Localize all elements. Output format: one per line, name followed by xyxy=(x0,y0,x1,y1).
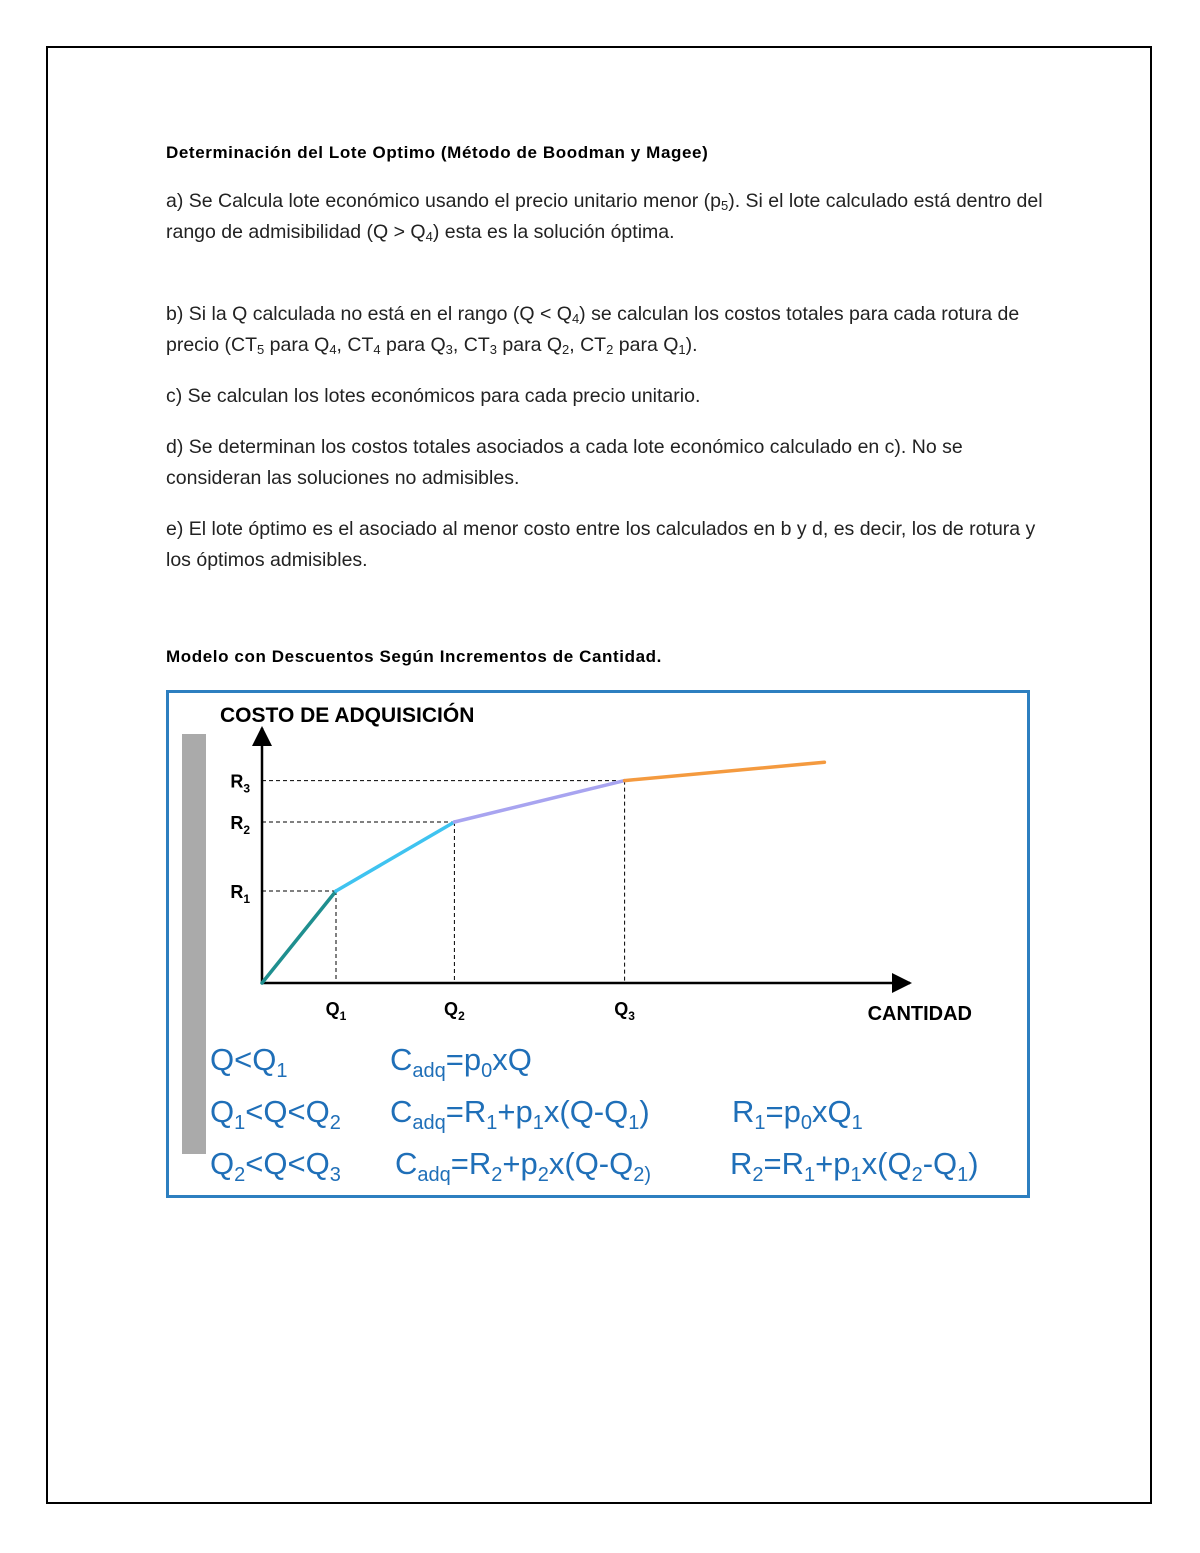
formula-text: xQ xyxy=(492,1042,532,1077)
series-segment-2 xyxy=(336,822,454,891)
subscript: 2 xyxy=(562,342,570,357)
formula-text: =p xyxy=(445,1042,482,1077)
formula-r1 xyxy=(732,1094,863,1134)
formula-text: =p xyxy=(765,1094,801,1129)
formula-text: C xyxy=(390,1094,413,1129)
text-run: ). xyxy=(685,334,698,356)
formula-subscript: 1 xyxy=(234,1112,246,1134)
formula-text: C xyxy=(395,1146,418,1181)
formula-text: =R xyxy=(445,1094,487,1129)
series-segment-4 xyxy=(625,762,825,780)
formula-subscript: 1 xyxy=(851,1112,863,1134)
formula-text: Q xyxy=(210,1146,235,1181)
formula-text: =R xyxy=(763,1146,805,1181)
subscript: 4 xyxy=(425,229,433,244)
formula-condition-3 xyxy=(210,1146,341,1186)
subscript: 1 xyxy=(678,342,686,357)
formula-cost-1 xyxy=(390,1042,532,1082)
formula-subscript: 1 xyxy=(754,1112,766,1134)
formula-cost-3 xyxy=(395,1146,652,1186)
formula-subscript: 0 xyxy=(800,1112,812,1134)
formula-text: +p xyxy=(815,1146,851,1181)
heading-lote-optimo: Determinación del Lote Optimo (Método de Boodman y Magee) xyxy=(166,143,709,162)
paragraph-d: d) Se determinan los costos totales asociados a cada lote económico calculado en c). No se consideran las soluciones no admisibles. xyxy=(166,436,963,489)
formula-text: x(Q-Q xyxy=(548,1146,634,1181)
formula-text: Q<Q xyxy=(210,1042,277,1077)
text-run: para Q xyxy=(380,334,446,356)
formula-text: R xyxy=(732,1094,755,1129)
formula-condition-2 xyxy=(210,1094,341,1134)
formula-subscript: 2) xyxy=(633,1164,652,1186)
subscript: 4 xyxy=(329,342,337,357)
formula-text: +p xyxy=(497,1094,533,1129)
formula-subscript: 2 xyxy=(752,1164,764,1186)
formula-condition-1 xyxy=(210,1042,288,1082)
formula-subscript: 1 xyxy=(532,1112,544,1134)
series-segment-3 xyxy=(454,781,624,822)
formula-subscript: 0 xyxy=(481,1060,493,1082)
formula-text: +p xyxy=(502,1146,538,1181)
formula-text: R xyxy=(730,1146,753,1181)
formula-subscript: adq xyxy=(417,1164,451,1186)
paragraph-c: c) Se calculan los lotes económicos para cada precio unitario. xyxy=(166,385,701,407)
formula-text: <Q<Q xyxy=(245,1094,330,1129)
chart-title: COSTO DE ADQUISICIÓN xyxy=(220,704,475,727)
y-tick-label: $R_3$ xyxy=(230,771,250,796)
text-run: b) Si la Q calculada no está en el rango (Q < Q xyxy=(166,303,572,325)
formula-text: ) xyxy=(968,1146,979,1181)
text-run: para Q xyxy=(264,334,330,356)
text-run: para Q xyxy=(613,334,679,356)
subscript: 4 xyxy=(373,342,381,357)
subscript: 5 xyxy=(257,342,265,357)
x-tick-label: $Q_3$ xyxy=(614,999,635,1023)
subscript: 2 xyxy=(606,342,614,357)
formula-text: xQ xyxy=(812,1094,852,1129)
subscript: 5 xyxy=(720,198,729,213)
formula-text: -Q xyxy=(922,1146,958,1181)
formula-subscript: adq xyxy=(412,1060,446,1082)
formula-subscript: 1 xyxy=(957,1164,969,1186)
heading-modelo-descuentos: Modelo con Descuentos Según Incrementos de Cantidad. xyxy=(166,647,662,666)
x-axis-label: CANTIDAD xyxy=(867,1003,972,1025)
x-tick-label: $Q_1$ xyxy=(325,999,347,1023)
formula-subscript: 1 xyxy=(486,1112,498,1134)
formula-text: x(Q-Q xyxy=(543,1094,629,1129)
formula-cost-2 xyxy=(390,1094,650,1134)
formula-subscript: 2 xyxy=(329,1112,341,1134)
formula-text: Q xyxy=(210,1094,235,1129)
text-run: , CT xyxy=(336,334,374,356)
formula-text: x(Q xyxy=(861,1146,912,1181)
subscript: 4 xyxy=(571,311,580,326)
text-run: , CT xyxy=(452,334,490,356)
formula-text: ) xyxy=(639,1094,650,1129)
formula-text: <Q<Q xyxy=(245,1146,330,1181)
formula-subscript: adq xyxy=(412,1112,446,1134)
y-tick-label: $R_2$ xyxy=(230,813,250,837)
formula-subscript: 3 xyxy=(329,1164,341,1186)
text-run: a) Se Calcula lote económico usando el precio unitario menor (p xyxy=(166,190,721,212)
subscript: 3 xyxy=(489,342,497,357)
text-run: , CT xyxy=(569,334,607,356)
formula-subscript: 1 xyxy=(804,1164,816,1186)
series-segment-1 xyxy=(262,891,336,983)
formula-subscript: 1 xyxy=(628,1112,640,1134)
formula-subscript: 1 xyxy=(276,1060,288,1082)
formula-subscript: 2 xyxy=(911,1164,923,1186)
formula-text: =R xyxy=(450,1146,492,1181)
formula-subscript: 2 xyxy=(234,1164,246,1186)
text-run: ) se calculan los costos totales para cada rotura de precio (CT xyxy=(166,303,1020,356)
text-run: ). Si el lote calculado está dentro del rango de admisibilidad (Q > Q xyxy=(166,190,1043,243)
formula-subscript: 2 xyxy=(491,1164,503,1186)
subscript: 3 xyxy=(445,342,453,357)
text-run: ) esta es la solución óptima. xyxy=(432,221,675,243)
formula-subscript: 2 xyxy=(537,1164,549,1186)
x-tick-label: $Q_2$ xyxy=(444,999,465,1023)
text-run: para Q xyxy=(496,334,563,356)
y-tick-label: $R_1$ xyxy=(230,882,250,906)
formula-r2 xyxy=(730,1146,979,1186)
formula-text: C xyxy=(390,1042,413,1077)
paragraph-e: e) El lote óptimo es el asociado al menor costo entre los calculados en b y d, es decir, los de rotura y los óptimos admisibles. xyxy=(166,518,1036,571)
formula-subscript: 1 xyxy=(850,1164,862,1186)
